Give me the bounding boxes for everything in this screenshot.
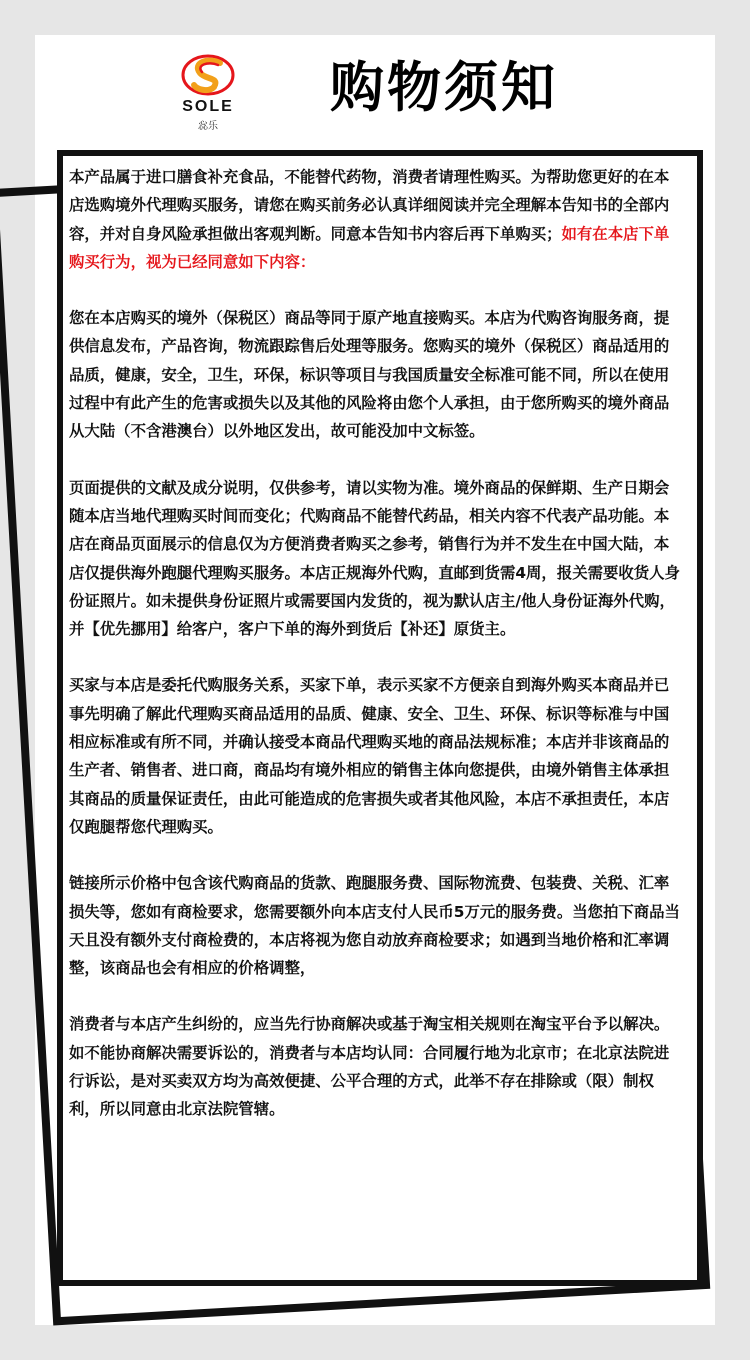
logo-text: SOLE: [182, 98, 234, 115]
logo-subtext: 惢乐: [198, 121, 218, 132]
paragraph-agency-relationship: 买家与本店是委托代购服务关系，买家下单，表示买家不方便亲自到海外购买本商品并已事先明确了解此代理购买商品适用的品质、健康、安全、卫生、环保、标识等标准与中国相应标准或有所不同，并确认接受本商品代理购买地的商品法规标准；本店并非该商品的生产者、销售者、进口商，商品均有境外相应的销售主体向您提供，由境外销售主体承担其商品的质量保证责任，由此可能造成的危害损失或者其他风险，本店不承担责任，本店仅跑腿帮您代理购买。: [69, 676, 670, 836]
consent-warning: 如有在本店下单购买行为，视为已经同意如下内容：: [69, 224, 670, 271]
header: [35, 35, 715, 145]
paragraph-intro: [69, 163, 681, 276]
brand-logo: [173, 53, 253, 153]
notice-content: [69, 163, 681, 1152]
intro-text: 本产品属于进口膳食补充食品，不能替代药物，消费者请理性购买。为帮助您更好的在本店选购境外代理购买服务，请您在购买前务必认真详细阅读并完全理解本告知书的全部内容，并对自身风险承担做出客观判断。同意本告知书内容后再下单购买；: [69, 168, 670, 243]
paragraph-disputes: 消费者与本店产生纠纷的，应当先行协商解决或基于淘宝相关规则在淘宝平台予以解决。如不能协商解决需要诉讼的，消费者与本店均认同：合同履行地为北京市；在北京法院进行诉讼，是对买卖双方均为高效便捷、公平合理的方式，此举不存在排除或（限）制权利，所以同意由北京法院管辖。: [69, 1015, 670, 1119]
paragraph-overseas-purchase: 您在本店购买的境外（保税区）商品等同于原产地直接购买。本店为代购咨询服务商，提供信息发布，产品咨询，物流跟踪售后处理等服务。您购买的境外（保税区）商品适用的品质，健康，安全，卫生，环保，标识等项目与我国质量安全标准可能不同，所以在使用过程中有此产生的危害或损失以及其他的风险将由您个人承担，由于您所购买的境外商品从大陆（不含港澳台）以外地区发出，故可能没加中文标签。: [69, 309, 670, 441]
page-title: 购物须知: [330, 56, 558, 119]
paragraph-pricing: 链接所示价格中包含该代购商品的货款、跑腿服务费、国际物流费、包装费、关税、汇率损失等，您如有商检要求，您需要额外向本店支付人民币5万元的服务费。当您拍下商品当天且没有额外支付商检费的，本店将视为您自动放弃商检要求；如遇到当地价格和汇率调整，该商品也会有相应的价格调整，: [69, 874, 680, 978]
paragraph-product-info: 页面提供的文献及成分说明，仅供参考，请以实物为准。境外商品的保鲜期、生产日期会随本店当地代理购买时间而变化；代购商品不能替代药品，相关内容不代表产品功能。本店在商品页面展示的信息仅为方便消费者购买之参考，销售行为并不发生在中国大陆，本店仅提供海外跑腿代理购买服务。本店正规海外代购，直邮到货需4周，报关需要收货人身份证照片。如未提供身份证照片或需要国内发货的，视为默认店主/他人身份证海外代购，并【优先挪用】给客户，客户下单的海外到货后【补还】原货主。: [69, 478, 680, 639]
sole-logo-icon: [180, 53, 236, 97]
